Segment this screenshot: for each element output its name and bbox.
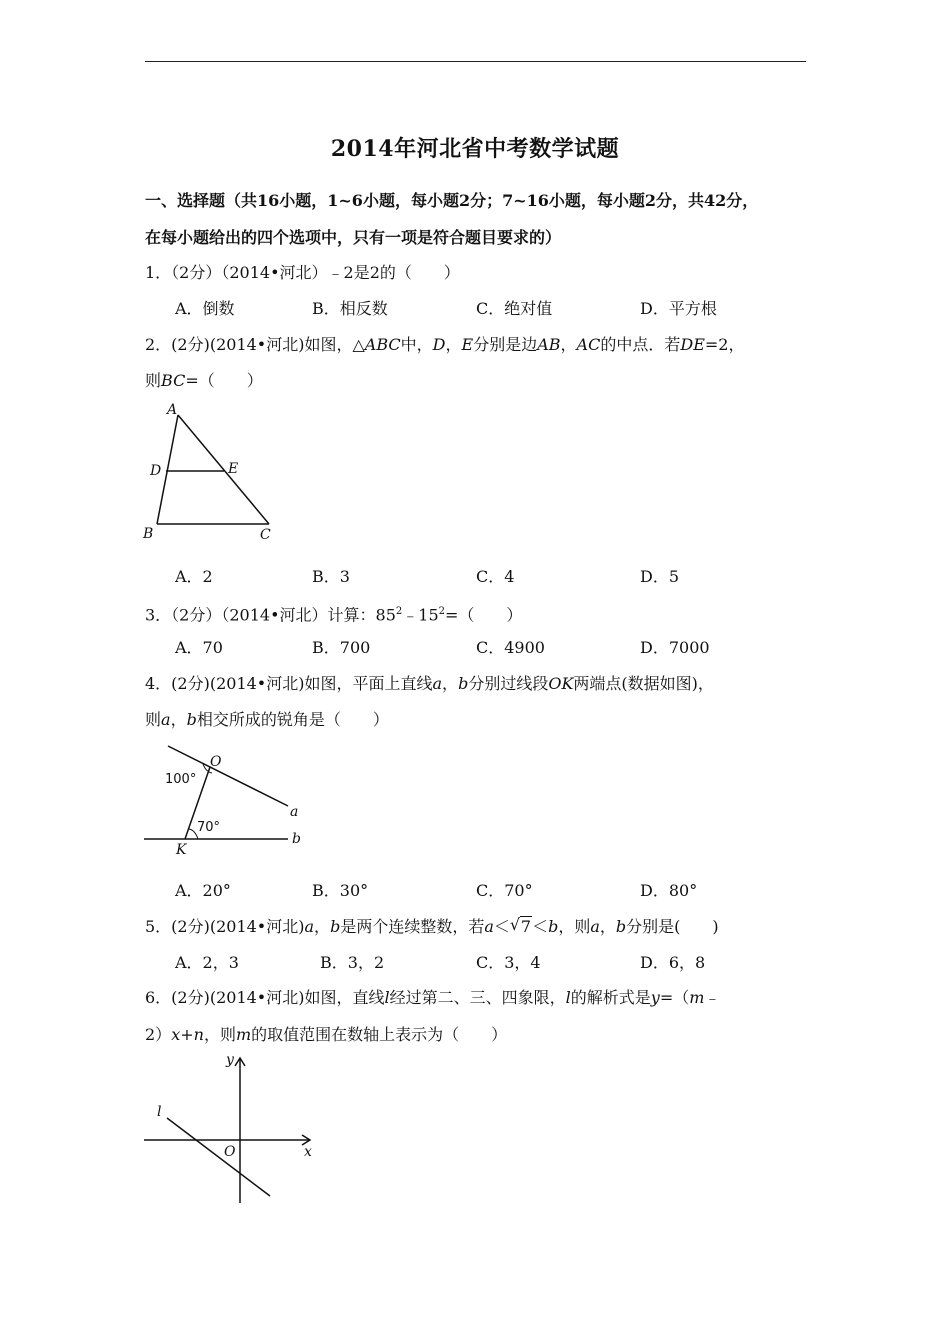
q4-label-k: K <box>176 842 187 858</box>
q2-label-e: E <box>228 461 239 477</box>
q3-option-a[interactable]: A．70 <box>175 638 223 657</box>
section-heading-line1: 一、选择题（共16小题，1~6小题，每小题2分；7~16小题，每小题2分，共42分， <box>145 191 759 210</box>
q1-option-a[interactable]: A．倒数 <box>175 299 235 318</box>
q6-label-o: O <box>224 1144 236 1160</box>
q5-option-d[interactable]: D．6，8 <box>640 953 706 972</box>
q6-line-l <box>167 1118 270 1196</box>
q4-option-d[interactable]: D．80° <box>640 881 698 900</box>
header-rule <box>145 61 806 62</box>
q4-stem-line1: 4．(2分)(2014•河北)如图，平面上直线a，b分别过线段OK两端点(数据如图)， <box>145 674 714 693</box>
q3-option-b[interactable]: B．700 <box>312 638 371 657</box>
q4-angle-100: 100° <box>165 772 197 787</box>
q2-label-c: C <box>260 527 271 543</box>
q2-side-ac <box>178 415 269 524</box>
q2-label-b: B <box>143 526 154 542</box>
q4-option-a[interactable]: A．20° <box>175 881 231 900</box>
q5-sqrt: √ 7 <box>509 915 532 936</box>
q2-option-d[interactable]: D．5 <box>640 567 680 586</box>
q2-option-c[interactable]: C．4 <box>476 567 515 586</box>
q1-option-c[interactable]: C．绝对值 <box>476 299 553 318</box>
section-heading-line2: 在每小题给出的四个选项中，只有一项是符合题目要求的） <box>145 228 562 247</box>
q5-stem: 5．(2分)(2014•河北)a，b是两个连续整数，若a＜ √ 7＜b，则a，b分别是( ) <box>145 915 719 936</box>
q4-angle-70: 70° <box>197 820 221 835</box>
q4-option-b[interactable]: B．30° <box>312 881 369 900</box>
q2-label-d: D <box>150 463 162 479</box>
q2-label-a: A <box>167 402 178 418</box>
q6-stem-line1: 6．(2分)(2014•河北)如图，直线l经过第二、三、四象限，l的解析式是y=（m﹣ <box>145 988 721 1007</box>
q6-label-x: x <box>304 1144 312 1160</box>
q3-stem: 3．（2分）（2014•河北）计算：$85^2﹣15^2=$（ ） <box>145 605 523 625</box>
q6-stem-line2: 2）x+n，则m的取值范围在数轴上表示为（ ） <box>145 1025 508 1044</box>
q4-label-o: O <box>210 754 222 770</box>
q4-label-a: a <box>290 804 299 820</box>
q2-stem-line2: 则BC=（ ） <box>145 371 263 390</box>
q3-option-d[interactable]: D．7000 <box>640 638 710 657</box>
page-title: 2014年河北省中考数学试题 <box>330 136 620 162</box>
q1-option-b[interactable]: B．相反数 <box>312 299 388 318</box>
q5-option-c[interactable]: C．3，4 <box>476 953 541 972</box>
q3-option-c[interactable]: C．4900 <box>476 638 545 657</box>
q4-lines-figure <box>140 740 310 860</box>
q1-option-d[interactable]: D．平方根 <box>640 299 717 318</box>
q4-label-b: b <box>292 831 301 847</box>
q2-stem-line1: 2．(2分)(2014•河北)如图，△ABC中，D，E分别是边AB，AC的中点．若DE=2， <box>145 335 745 354</box>
q5-option-a[interactable]: A．2，3 <box>175 953 239 972</box>
q4-option-c[interactable]: C．70° <box>476 881 533 900</box>
q6-label-y: y <box>226 1052 234 1068</box>
q6-coordinate-figure <box>140 1050 330 1210</box>
q2-triangle-figure <box>140 400 280 550</box>
q2-option-b[interactable]: B．3 <box>312 567 350 586</box>
q4-stem-line2: 则a，b相交所成的锐角是（ ） <box>145 710 389 729</box>
q5-option-b[interactable]: B．3，2 <box>320 953 385 972</box>
q1-stem: 1．（2分）（2014•河北）﹣2是2的（ ） <box>145 263 460 282</box>
q6-label-l: l <box>157 1104 162 1120</box>
q2-option-a[interactable]: A．2 <box>175 567 213 586</box>
